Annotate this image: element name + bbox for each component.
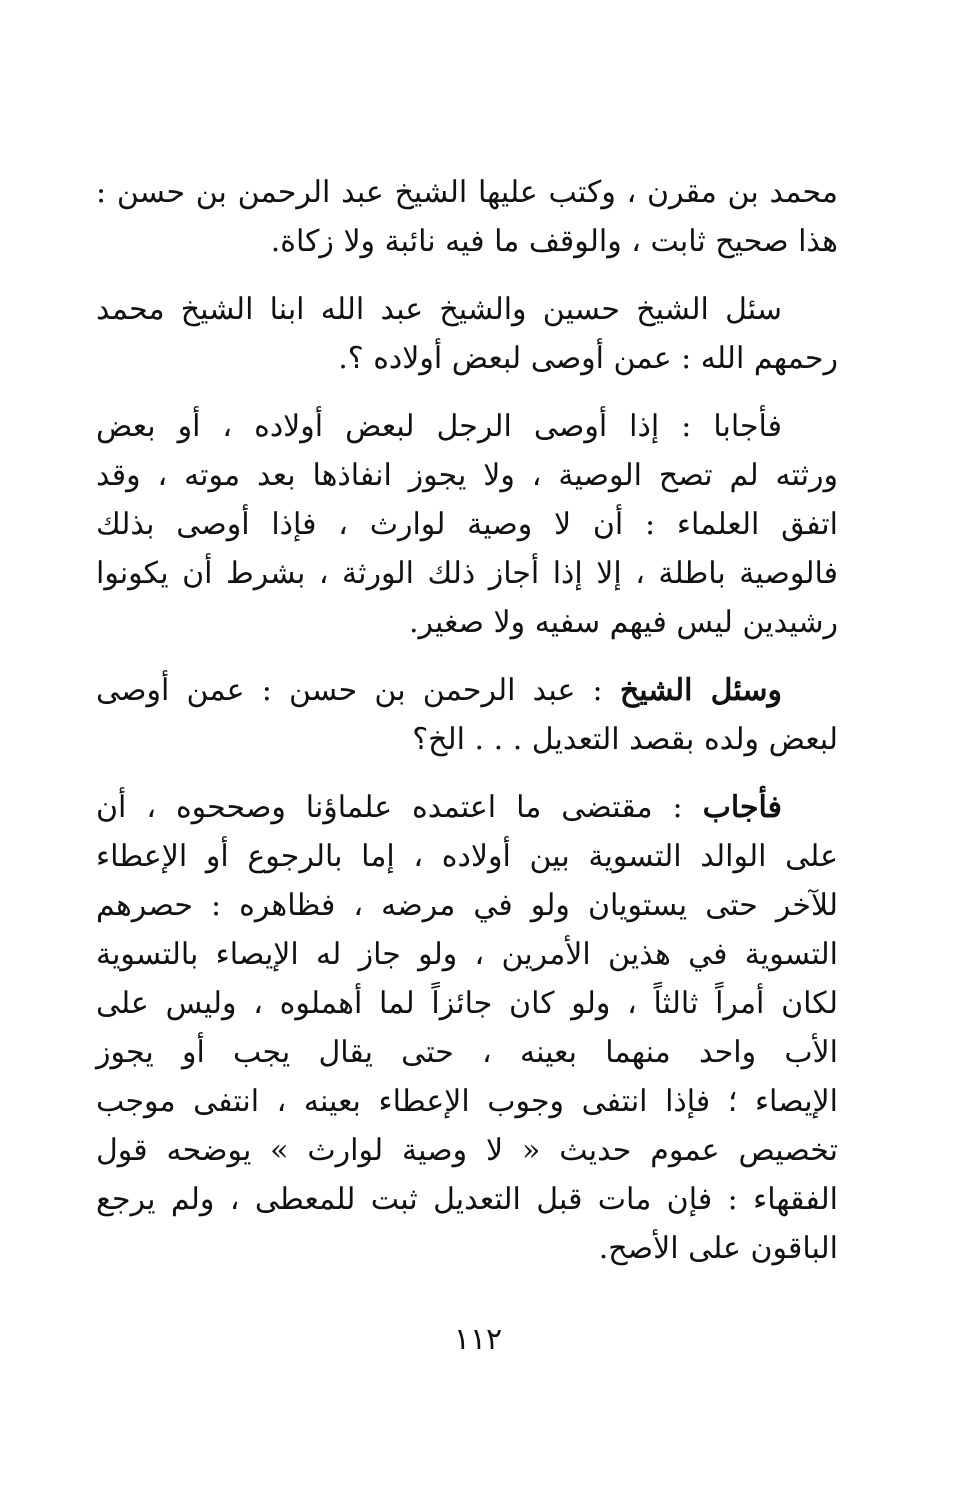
paragraph-2 [96,285,838,383]
text-line: الباقون على الأصح. [598,1231,838,1266]
text-line: على الوالد التسوية بين أولاده ، إما بالرجوع أو الإعطاء [96,839,838,874]
text-line: للآخر حتى يستويان ولو في مرضه ، فظاهره : حصرهم [96,888,838,923]
page-body [96,168,838,1292]
text-line: التسوية في هذين الأمرين ، ولو جاز له الإيصاء بالتسوية [96,937,838,972]
paragraph-4 [96,666,838,764]
text-line [96,666,838,715]
bold-lead: وسئل الشيخ [619,673,783,708]
text-line: سئل الشيخ حسين والشيخ عبد الله ابنا الشيخ محمد [96,292,782,327]
text-line: فأجابا : إذا أوصى الرجل لبعض أولاده ، أو بعض [96,409,782,444]
text-line: ورثته لم تصح الوصية ، ولا يجوز انفاذها بعد موته ، وقد [96,458,838,493]
text-line: تخصيص عموم حديث « لا وصية لوارث » يوضحه قول [96,1133,838,1168]
page-number: ١١٢ [453,1322,503,1357]
text-line: الأب واحد منهما بعينه ، حتى يقال يجب أو يجوز [96,1035,838,1070]
text-line: هذا صحيح ثابت ، والوقف ما فيه نائبة ولا زكاة. [270,224,838,259]
text-line: لبعض ولده بقصد التعديل . . . الخ؟ [412,722,838,757]
text-line: الفقهاء : فإن مات قبل التعديل ثبت للمعطى ، ولم يرجع [96,1182,838,1217]
line-text: : مقتضى ما اعتمده علماؤنا وصححوه ، أن [96,790,703,825]
paragraph-5 [96,783,838,1273]
text-line: الإيصاء ؛ فإذا انتفى وجوب الإعطاء بعينه ، انتفى موجب [96,1084,838,1119]
bold-lead: فأجاب [702,790,782,825]
text-line: لكان أمراً ثالثاً ، ولو كان جائزاً لما أهملوه ، وليس على [96,986,838,1021]
paragraph-3 [96,402,838,647]
text-line: رشيدين ليس فيهم سفيه ولا صغير. [408,605,838,640]
text-line [96,783,838,832]
text-line: رحمهم الله : عمن أوصى لبعض أولاده ؟. [338,341,838,376]
line-text: : عبد الرحمن بن حسن : عمن أوصى [96,673,620,708]
text-line: اتفق العلماء : أن لا وصية لوارث ، فإذا أوصى بذلك [96,507,838,542]
text-line: فالوصية باطلة ، إلا إذا أجاز ذلك الورثة ، بشرط أن يكونوا [96,556,838,591]
text-line: محمد بن مقرن ، وكتب عليها الشيخ عبد الرحمن بن حسن : [96,175,838,210]
paragraph-1 [96,168,838,266]
